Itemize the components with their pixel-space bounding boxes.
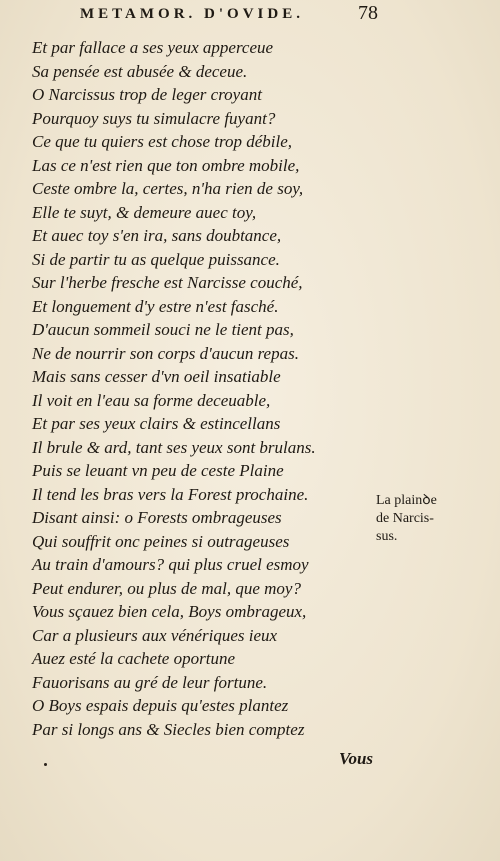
verse-line: Car a plusieurs aux vénériques ieux (32, 625, 278, 645)
verse-line: Elle te suyt, & demeure auec toy, (32, 202, 257, 222)
verse-line: Ceste ombre la, certes, n'ha rien de soy, (32, 179, 304, 198)
verse-line: Fauorisans au gré de leur fortune. (32, 672, 268, 692)
verse-line: Et par fallace a ses yeux apperceue (32, 38, 274, 57)
verse-line: Et auec toy s'en ira, sans doubtance, (32, 226, 282, 245)
verse-line: Vous sçauez bien cela, Boys ombrageux, (32, 602, 307, 621)
page-number: 78 (358, 2, 378, 24)
page-header (80, 4, 480, 28)
verse-line: Au train d'amours? qui plus cruel esmoy (32, 555, 309, 574)
verse-line: Qui souffrit onc peines si outrageuses (32, 531, 290, 551)
margin-note-line: sus. (376, 529, 398, 544)
verse-line: Ce que tu quiers est chose trop débile, (32, 132, 292, 151)
running-head: METAMOR. D'OVIDE. (80, 6, 304, 22)
catchword: Vous (339, 749, 374, 768)
margin-note-line: La plainꝺe (376, 493, 437, 508)
verse-line: D'aucun sommeil souci ne le tient pas, (32, 320, 294, 339)
verse-line: O Narcissus trop de leger croyant (32, 85, 262, 104)
ink-dot (44, 763, 47, 766)
margin-note (376, 492, 466, 546)
margin-note-line: de Narcis- (376, 511, 434, 526)
verse-line: Il tend les bras vers la Forest prochaine. (32, 484, 309, 504)
verse-line: Pourquoy suys tu simulacre fuyant? (32, 108, 276, 128)
verse-line: Disant ainsi: o Forests ombrageuses (32, 508, 282, 527)
verse-line: Si de partir tu as quelque puissance. (32, 249, 280, 269)
verse-line: Mais sans cesser d'vn oeil insatiable (32, 367, 281, 386)
verse-line: Par si longs ans & Siecles bien comptez (32, 719, 305, 739)
verse-line: Il brule & ard, tant ses yeux sont brulans. (32, 437, 316, 457)
verse-line: O Boys espais depuis qu'estes plantez (32, 696, 289, 715)
verse-line: Sa pensée est abusée & deceue. (32, 61, 248, 81)
verse-line: Sur l'herbe fresche est Narcisse couché, (32, 273, 303, 292)
verse-line: Il voit en l'eau sa forme deceuable, (32, 390, 271, 410)
verse-line: Las ce n'est rien que ton ombre mobile, (32, 155, 300, 175)
verse-text (32, 36, 362, 741)
verse-line: Ne de nourrir son corps d'aucun repas. (32, 343, 299, 363)
verse-line: Et par ses yeux clairs & estincellans (32, 414, 281, 433)
verse-line: Puis se leuant vn peu de ceste Plaine (32, 461, 284, 480)
verse-line: Et longuement d'y estre n'est fasché. (32, 296, 279, 316)
verse-line: Peut endurer, ou plus de mal, que moy? (32, 578, 301, 598)
verse-line: Auez esté la cachete oportune (32, 649, 235, 668)
